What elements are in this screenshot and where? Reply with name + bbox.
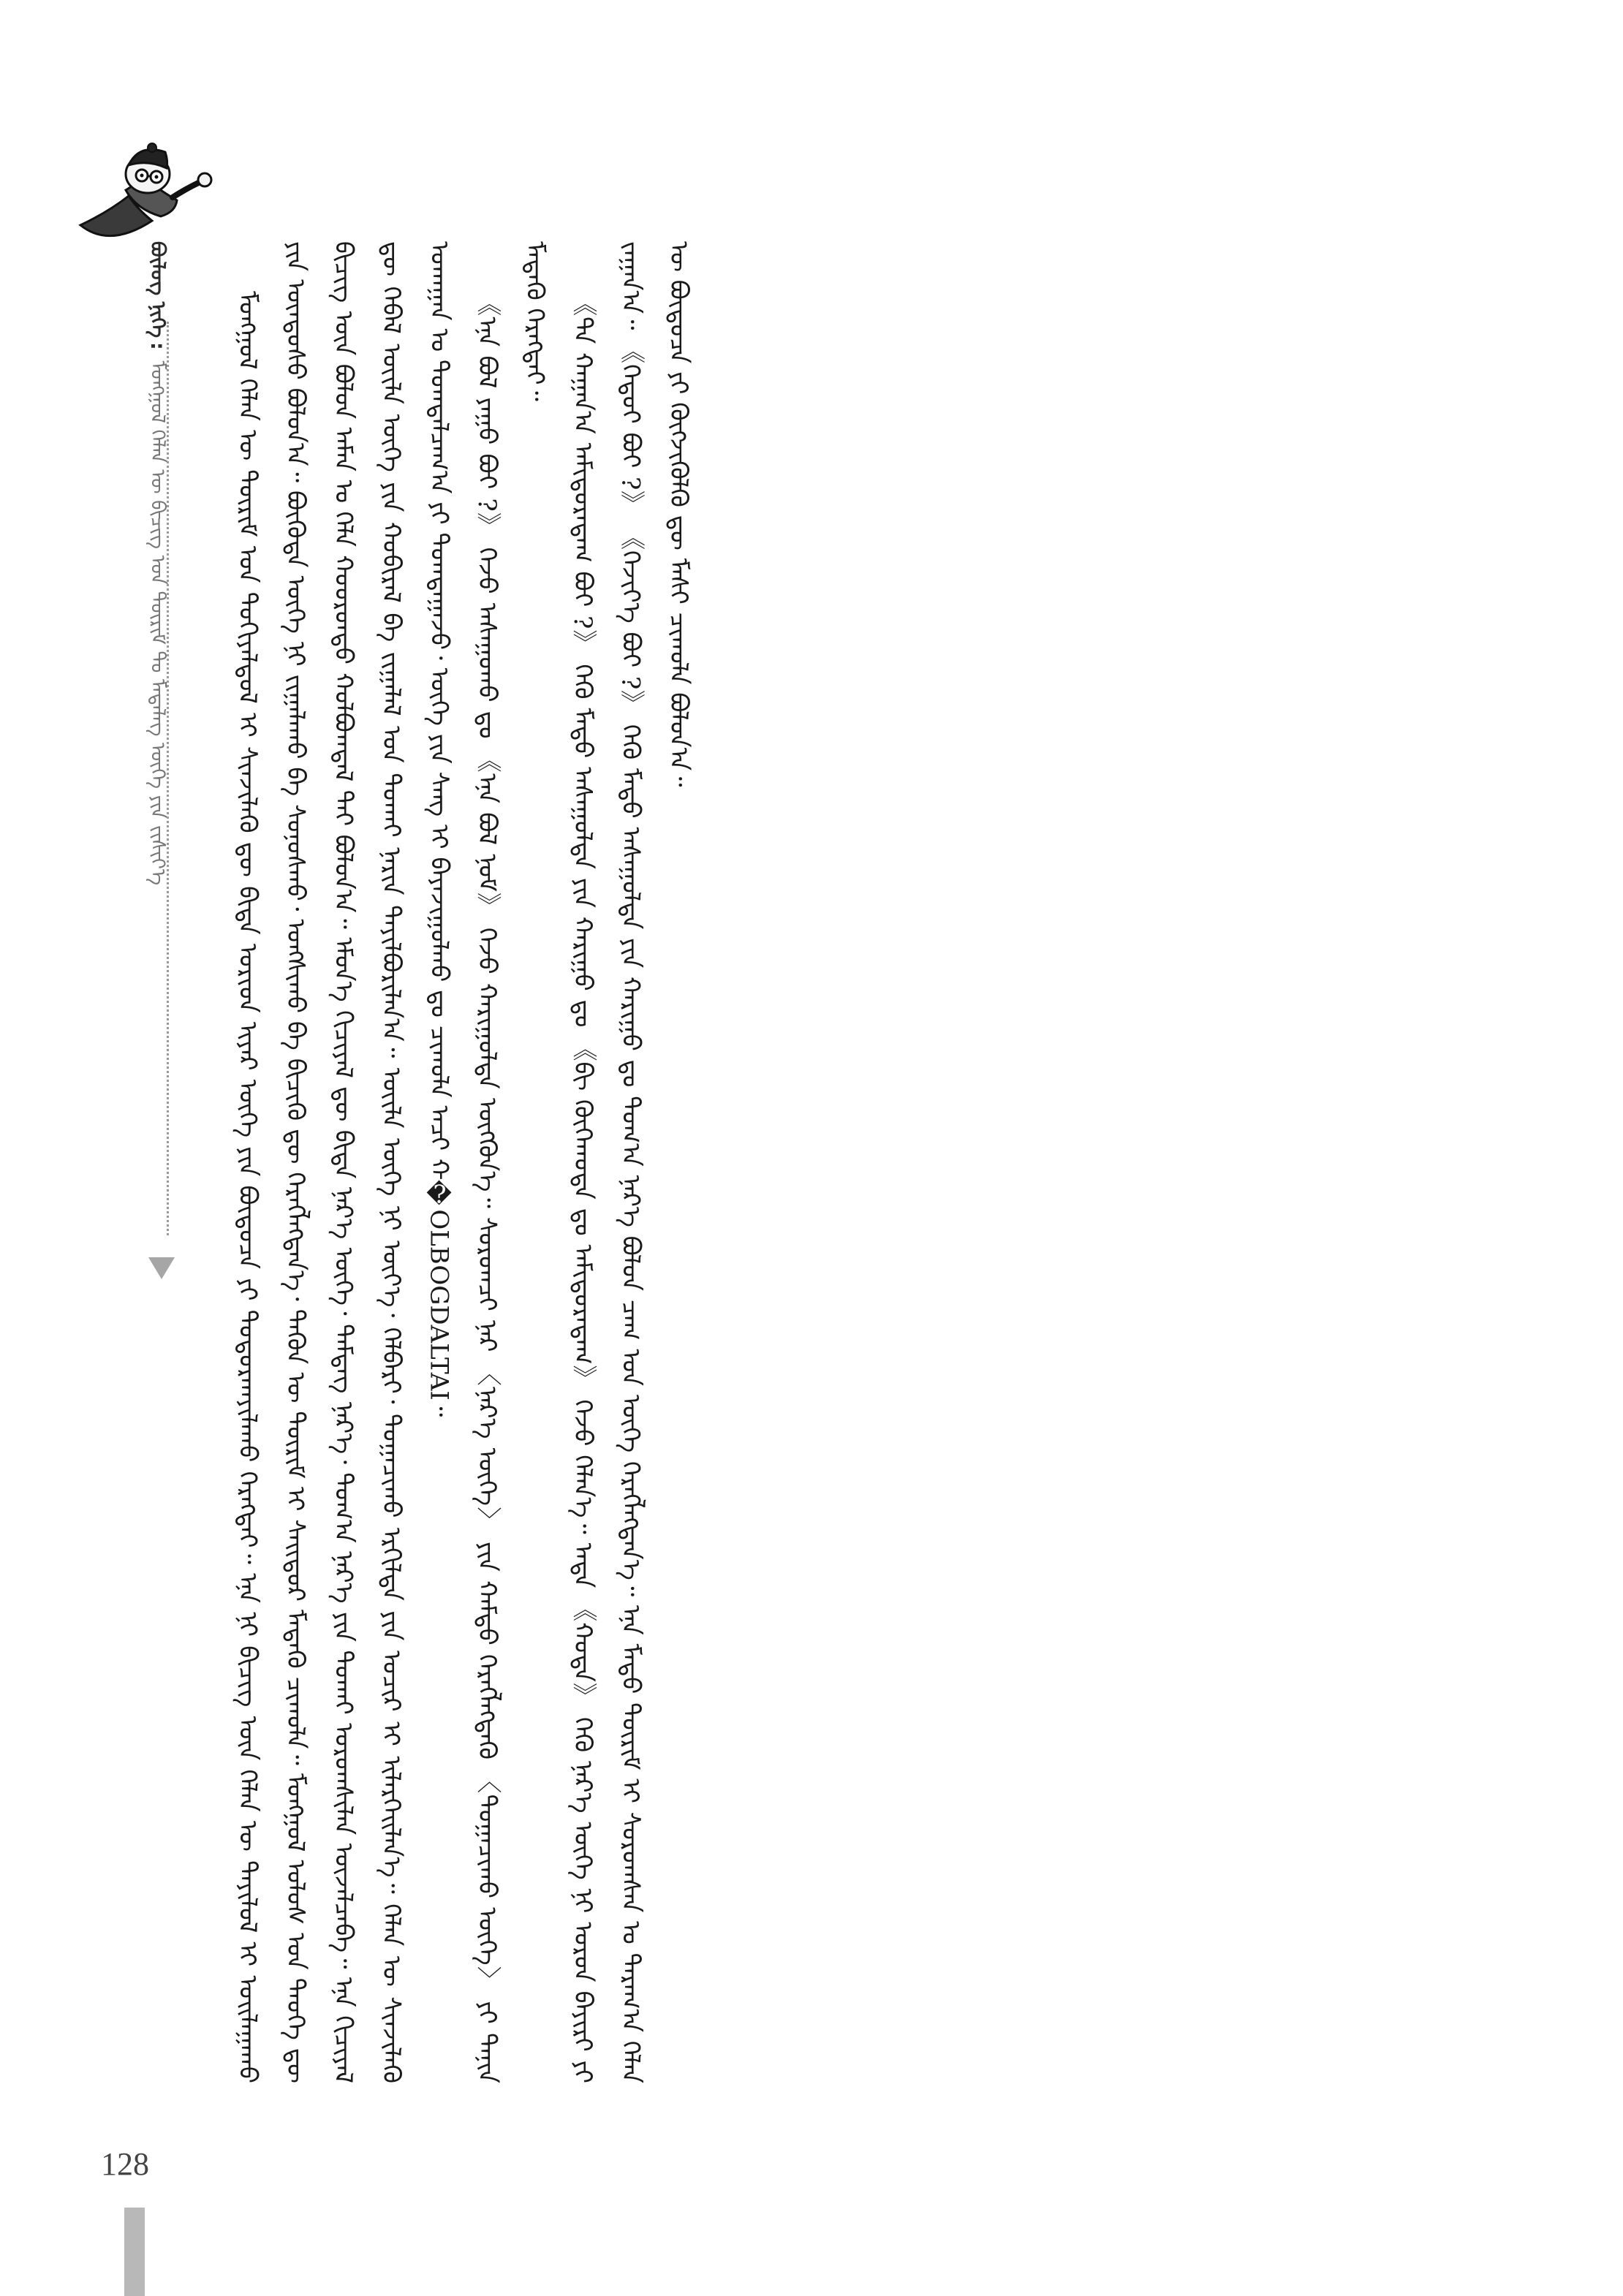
running-header-label: ᠪᠦᠯᠦᠭ [146,241,169,296]
page-edge-bar [124,2208,145,2296]
header-triangle-marker [148,1257,175,1279]
running-header-separator: : [146,342,169,350]
running-header-number: ᠨᠢᠭᠡ [146,301,169,338]
body-paragraph: ᠮᠣᠩᠭᠣᠯ ᠬᠡᠯᠡᠨ ᠦ ᠳᠦᠷᠢᠮ ᠤᠨ ᠲᠣᠬᠢᠶᠠᠯᠳᠤᠯ ᠢ ᠰᠢᠨᠵᠢᠯᠡᠬᠦ ᠳᠦ ᠪᠢᠳᠡ ᠤᠷᠢᠳ ᠢᠶᠠᠷ ᠦᠭᠡ ᠶᠢᠨ ᠪᠦᠲᠦᠴᠡ ᠶᠢ ᠲᠣᠳᠣᠷᠬᠠᠶᠢᠯᠠᠬᠤ ᠬᠡᠷᠡᠭᠲᠡᠢ᠃ ᠡᠨᠡ ᠨᠢ ᠪᠢᠴᠢᠭ ᠦᠨ ᠬᠡᠯᠡᠨ ᠦ ᠲᠡᠶᠢᠯᠦᠯ ᠢ ᠣᠢᠯᠠᠭᠠᠬᠤ ᠶᠢᠨ ᠦᠨᠳᠦᠰᠦ ᠪᠣᠯᠤᠨ᠎ᠠ᠃ ᠪᠦᠭᠦᠳᠡ ᠦᠭᠡ ᠨᠢ ᠵᠢᠭᠠᠯᠠᠬᠤ ᠪᠠ ᠰᠣᠨᠣᠰᠬᠤ᠂ ᠤᠩᠰᠢᠬᠤ ᠪᠠ ᠪᠢᠴᠢᠬᠦ ᠳᠦ ᠬᠡᠷᠡᠭᠯᠡᠭᠳᠡᠨ᠎ᠡ᠂ ᠲᠡᠭᠦᠨ ᠦ ᠳᠦᠷᠢᠮ ᠢ ᠰᠠᠢᠲᠤᠷ ᠮᠡᠳᠡᠬᠦ ᠴᠢᠬᠤᠯᠠ᠃ ᠮᠣᠩᠭᠣᠯ ᠤᠯᠤᠰ ᠤᠨ ᠲᠡᠦᠬᠡ ᠳᠦ ᠪᠢᠴᠢᠭ ᠦᠨ ᠪᠣᠯᠤᠨ ᠠᠮᠠᠨ ᠤ ᠬᠡᠯᠡ ᠬᠣᠣᠷᠣᠨᠳᠤ ᠬᠣᠯᠪᠣᠭᠳᠠᠯ ᠲᠠᠢ ᠪᠣᠯᠤᠨ᠎ᠠ᠃ ᠡᠮᠦᠨ᠎ᠡ ᠬᠢᠴᠢᠶᠡᠯ ᠳᠦ ᠪᠢᠳᠡ ᠨᠡᠷ᠎ᠡ ᠦᠭᠡ᠂ ᠲᠡᠮᠳᠡᠭ ᠨᠡᠷ᠎ᠡ᠂ ᠲᠣᠭ᠎ᠠ ᠨᠡᠷ᠎ᠡ ᠶᠢᠨ ᠲᠤᠬᠠᠢ ᠤᠷᠤᠭᠰᠢᠯᠠᠨ ᠦᠵᠡᠯᠴᠡᠪᠡ᠃ ᠡᠨᠡ ᠬᠢᠴᠢᠶᠡᠯ ᠳᠦ ᠭᠡᠪᠡᠯ ᠦᠢᠯᠡ ᠦᠭᠡ ᠶᠢᠨ ᠬᠤᠪᠢᠷᠠᠯ ᠪᠠ ᠵᠢᠭᠠᠯᠠᠯ ᠤᠨ ᠲᠤᠬᠠᠢ ᠨᠠᠷᠢᠨ ᠲᠠᠶᠢᠯᠪᠤᠷᠢᠯᠠᠨ᠎ᠠ᠃ ᠦᠢᠯᠡ ᠦᠭᠡ ᠨᠢ ᠦᠶ᠎ᠡ᠂ ᠬᠡᠯᠪᠡᠷᠢ᠂ ᠲᠣᠭᠠᠴᠢᠬᠤ ᠡᠷᠭᠢᠯᠲᠡ ᠶᠢᠨ ᠤᠴᠢᠷ ᠢ ᠢᠯᠡᠷᠭᠡᠢᠯᠡᠨ᠎ᠡ᠃ ᠬᠡᠯᠡᠨ ᠦ ᠰᠢᠨᠵᠢᠯᠡᠬᠦ ᠤᠬᠠᠭᠠᠨ ᠤ ᠲᠣᠭᠲᠠᠯᠴᠠᠭ᠎ᠠ ᠶᠢ ᠲᠣᠭᠲᠠᠭᠠᠵᠤ᠂ ᠦᠭᠡ ᠶᠢᠨ ᠰᠠᠩ ᠢ ᠪᠠᠶᠠᠵᠢᠭᠤᠯᠬᠤ ᠳᠤ ᠴᠢᠬᠤᠯᠠ ᠠᠴᠢ ᠬ�OLBOGDALTAI᠃ [232,241,454,2083]
body-paragraph: 《ᠡᠨᠡ ᠪᠣᠯ ᠶᠠᠭᠤ ᠪᠤᠢ ?》 ᠭᠡᠵᠦ ᠠᠰᠠᠭᠤᠬᠤ ᠳᠤ 《ᠡᠨᠡ ᠪᠣᠯ ᠨᠣᠮ》 ᠭᠡᠵᠦ ᠬᠠᠷᠢᠭᠤᠯᠲᠠ ᠥᠭᠭᠦᠨ᠎ᠡ᠃ ᠰᠤᠷᠤᠭᠴᠢ ᠨᠠᠷ 〈ᠨᠡᠷ᠎ᠡ ᠦᠭᠡ〉 ᠶᠢᠨ ᠬᠠᠮᠲᠤ ᠬᠡᠷᠡᠭᠯᠡᠭᠳᠡᠬᠦ 〈ᠲᠣᠭᠠᠴᠢᠬᠤ ᠦᠭᠡ〉 ᠶᠢ ᠲᠠᠨᠢᠨ ᠮᠡᠳᠡᠬᠦ ᠬᠡᠷᠡᠭᠲᠡᠢ᠃ [472,241,550,2083]
running-header-title: ᠮᠣᠩᠭᠣᠯ ᠬᠡᠯᠡᠨ ᠦ ᠪᠢᠴᠢᠭ ᠤᠨ ᠳᠦᠷᠢᠮ ᠲᠤ ᠮᠡᠳᠡᠯᠡᠭ ᠦᠭᠡ ᠶᠢᠨ ᠵᠢᠱᠢᠶ᠎ᠡ [146,360,169,886]
header-dotted-rule [167,322,169,1235]
mascot-illustration [66,139,219,249]
body-paragraph: 《ᠲᠠ ᠬᠠᠭᠠᠨ᠎ᠠ ᠠᠮᠢᠳᠤᠷᠠᠳᠠᠭ ᠪᠤᠢ ?》 ᠭᠡᠬᠦ ᠮᠡᠲᠦ ᠠᠰᠠᠭᠤᠯᠲᠠ ᠶᠢᠨ ᠬᠠᠷᠢᠭᠤ ᠳᠤ 《ᠪᠢ ᠬᠥᠬᠡᠬᠣᠲᠠ ᠳᠤ ᠠᠮᠢᠳᠤᠷᠠᠳᠠᠭ》 ᠭᠡᠵᠦ ᠬᠡᠯᠡᠨ᠎ᠡ᠃ ᠡᠨᠳᠡ 《ᠬᠣᠲᠠ》 ᠭᠡᠬᠦ ᠨᠡᠷ᠎ᠡ ᠦᠭᠡ ᠨᠢ ᠣᠷᠣᠨ ᠪᠠᠶᠢᠷᠢ ᠶᠢ ᠵᠠᠭᠠᠨ᠎ᠠ᠃ 《ᠬᠡᠳᠦᠢ ᠪᠤᠢ ?》 《ᠬᠡᠵᠢᠶ᠎ᠡ ᠪᠤᠢ ?》 ᠭᠡᠬᠦ ᠮᠡᠲᠦ ᠠᠰᠠᠭᠤᠯᠲᠠ ᠶᠢᠨ ᠬᠠᠷᠢᠭᠤ ᠳᠤ ᠲᠣᠭ᠎ᠠ ᠨᠡᠷ᠎ᠡ ᠪᠣᠯᠤᠨ ᠴᠠᠭ ᠤᠨ ᠦᠭᠡ ᠬᠡᠷᠡᠭᠯᠡᠭᠳᠡᠨ᠎ᠡ᠃ ᠡᠨᠡ ᠮᠡᠲᠦ ᠳᠦᠷᠢᠮ ᠢ ᠰᠤᠷᠤᠭᠰᠠᠨ ᠤ ᠳᠠᠷᠠᠭ᠎ᠠ ᠬᠡᠯᠡᠨ ᠦ ᠪᠦᠲᠦᠴᠡ ᠶᠢ ᠬᠥᠭᠵᠢᠭᠦᠯᠬᠦ ᠳᠦ ᠮᠠᠰᠢ ᠴᠢᠬᠤᠯᠠ ᠪᠣᠯᠤᠨ᠎ᠠ᠃ [568,241,693,2083]
page-number: 128 [101,2146,149,2182]
body-text [223,241,1488,2083]
